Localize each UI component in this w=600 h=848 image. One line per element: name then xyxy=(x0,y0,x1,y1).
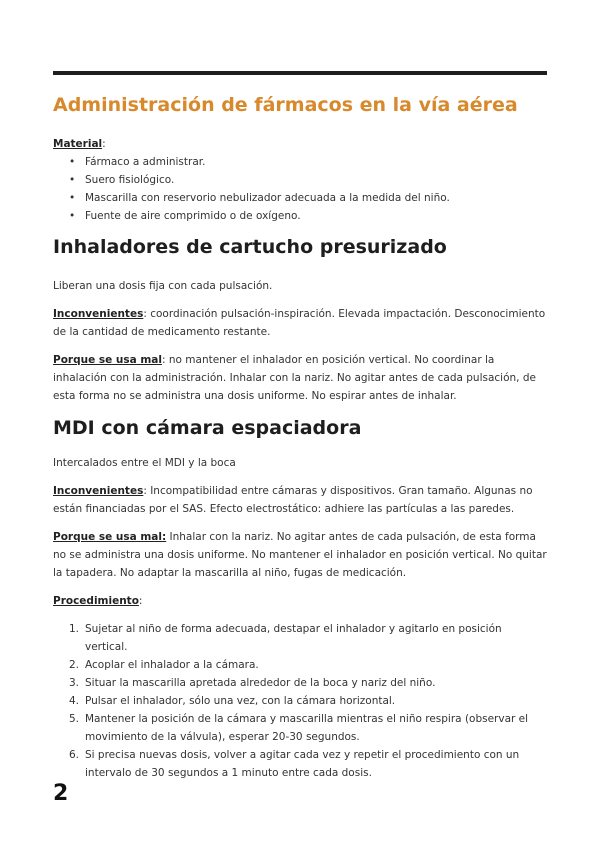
step-number: 4. xyxy=(69,695,80,707)
list-item xyxy=(69,710,547,746)
procedimiento-list xyxy=(53,620,547,782)
list-item xyxy=(69,746,547,782)
procedimiento-heading xyxy=(53,592,547,610)
step-number: 2. xyxy=(69,659,80,671)
list-item: • Fuente de aire comprimido o de oxígeno. xyxy=(85,207,547,225)
list-item: • Suero fisiológico. xyxy=(85,171,547,189)
inconvenientes-text: : coordinación pulsación-inspiración. Elevada impactación. Desconocimiento de la cantidad de medicamento restante. xyxy=(53,308,546,338)
porque-text: : no mantener el inhalador en posición vertical. No coordinar la inhalación con la administración. Inhalar con la nariz. No agitar antes de cada pulsación, de esta forma no se administra una dosis uniforme. No espirar antes de inhalar. xyxy=(53,354,536,402)
page-number: 2 xyxy=(53,781,69,806)
porque-label: Porque se usa mal: xyxy=(53,531,167,543)
step-text: Situar la mascarilla apretada alrededor de la boca y nariz del niño. xyxy=(85,677,436,689)
step-number: 5. xyxy=(69,713,80,725)
list-item xyxy=(69,692,547,710)
list-item xyxy=(69,674,547,692)
procedimiento-suffix: : xyxy=(138,595,143,607)
material-suffix: : xyxy=(102,138,106,150)
page-title: Administración de fármacos en la vía aérea xyxy=(53,94,518,116)
step-text: Acoplar el inhalador a la cámara. xyxy=(85,659,259,671)
list-item: • Fármaco a administrar. xyxy=(85,153,547,171)
list-item: • Mascarilla con reservorio nebulizador adecuada a la medida del niño. xyxy=(85,189,547,207)
page-content xyxy=(53,93,547,782)
list-item xyxy=(69,620,547,656)
porque-label: Porque se usa mal xyxy=(53,354,162,366)
section2-intro: Intercalados entre el MDI y la boca xyxy=(53,457,236,469)
step-number: 6. xyxy=(69,749,80,761)
step-text: Mantener la posición de la cámara y mascarilla mientras el niño respira (observar el movimiento de la válvula), esperar 20-30 segundos. xyxy=(85,713,529,743)
step-text: Pulsar el inhalador, sólo una vez, con la cámara horizontal. xyxy=(85,695,396,707)
section2-inconvenientes xyxy=(53,482,547,518)
section-heading-mdi: MDI con cámara espaciadora xyxy=(53,417,362,439)
section1-inconvenientes xyxy=(53,305,547,341)
step-text: Si precisa nuevas dosis, volver a agitar cada vez y repetir el procedimiento con un intervalo de 30 segundos a 1 minuto entre cada dosis. xyxy=(85,749,520,779)
inconvenientes-label: Inconvenientes xyxy=(53,308,144,320)
inconvenientes-text: : Incompatibilidad entre cámaras y dispositivos. Gran tamaño. Algunas no están financiadas por el SAS. Efecto electrostático: adhiere las partículas a las paredes. xyxy=(53,485,533,515)
step-number: 1. xyxy=(69,623,80,635)
step-text: Sujetar al niño de forma adecuada, destapar el inhalador y agitarlo en posición vertical. xyxy=(85,623,502,653)
section2-porque xyxy=(53,528,547,582)
section-heading-inhaladores: Inhaladores de cartucho presurizado xyxy=(53,236,447,258)
section1-porque xyxy=(53,351,547,405)
step-number: 3. xyxy=(69,677,80,689)
section1-intro: Liberan una dosis fija con cada pulsación. xyxy=(53,280,273,292)
list-item xyxy=(69,656,547,674)
top-rule xyxy=(53,71,547,75)
material-heading xyxy=(53,135,547,153)
inconvenientes-label: Inconvenientes xyxy=(53,485,144,497)
material-list xyxy=(53,153,547,225)
material-label: Material xyxy=(53,138,103,150)
procedimiento-label: Procedimiento xyxy=(53,595,139,607)
porque-text: Inhalar con la nariz. No agitar antes de cada pulsación, de esta forma no se administra una dosis uniforme. No mantener el inhalador en posición vertical. No quitar la tapadera. No adaptar la mascarilla al niño, fugas de medicación. xyxy=(53,531,547,579)
